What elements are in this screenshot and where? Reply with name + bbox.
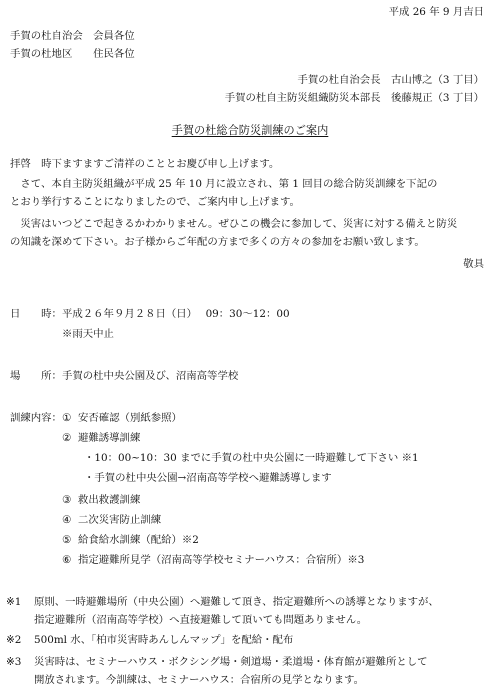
note-1-line-1: 原則、一時避難場所（中央公園）へ避難して頂き、指定避難所への誘導となりますが、 bbox=[34, 596, 439, 608]
note-3-line-1: 災害時は、セミナーハウス・ボクシング場・剣道場・柔道場・体育館が避難所として bbox=[34, 656, 428, 668]
paragraph-2-line-1: 災害はいつどこで起きるかわかりません。ぜひこの機会に参加して、災害に対する備えと防災 bbox=[10, 218, 458, 230]
training-item bbox=[62, 432, 140, 445]
item-text: 救出救護訓練 bbox=[78, 494, 141, 506]
evacuation-sub-item-2: ・手賀の杜中央公園→沼南高等学校へ避難誘導します bbox=[84, 472, 332, 484]
note-1-line-2: 指定避難所（沼南高等学校）へ直接避難して頂いても問題ありません。 bbox=[34, 614, 368, 626]
datetime-label: 日 時： bbox=[10, 308, 62, 320]
training-item bbox=[62, 514, 161, 527]
item-number: ④ bbox=[62, 514, 72, 526]
item-text: 避難誘導訓練 bbox=[78, 432, 141, 444]
rain-note: ※雨天中止 bbox=[62, 328, 114, 340]
item-number: ③ bbox=[62, 494, 72, 506]
paragraph-2-line-2: の知識を深めて下さい。お子様からご年配の方まで多くの方々の参加をお願い致します。 bbox=[10, 236, 425, 248]
evacuation-sub-item-1: ・10：00~10：30 までに手賀の杜中央公園に一時避難して下さい ※1 bbox=[84, 452, 419, 464]
item-text: 指定避難所見学（沼南高等学校セミナーハウス：合宿所）※3 bbox=[78, 554, 365, 566]
greeting: 拝啓 時下ますますご清祥のこととお慶び申し上げます。 bbox=[10, 158, 280, 170]
paragraph-1-line-2: とおり挙行することになりましたので、ご案内申し上げます。 bbox=[10, 196, 300, 208]
note-mark: ※2 bbox=[6, 634, 22, 646]
paragraph-1-line-1: さて、本自主防災組織が平成 25 年 10 月に設立され、第 1 回目の総合防災訓練を下記の bbox=[10, 178, 438, 190]
note-mark: ※3 bbox=[6, 656, 22, 668]
note-mark: ※1 bbox=[6, 596, 22, 608]
training-item bbox=[62, 534, 199, 547]
note-3-line-2: 開放されます。今訓練は、セミナーハウス：合宿所の見学となります。 bbox=[34, 674, 365, 686]
addressee-members: 手賀の杜自治会 会員各位 bbox=[10, 30, 135, 42]
item-text: 安否確認（別紙参照） bbox=[78, 412, 182, 424]
addressee-residents: 手賀の杜地区 住民各位 bbox=[10, 48, 135, 60]
place-value: 手賀の杜中央公園及び、沼南高等学校 bbox=[62, 370, 239, 382]
closing: 敬具 bbox=[463, 258, 484, 270]
document-date: 平成 26 年 9 月吉日 bbox=[388, 6, 484, 18]
content-label: 訓練内容： bbox=[10, 412, 62, 424]
datetime-value: 平成２６年９月２８日（日） 09：30～12：00 bbox=[62, 308, 290, 320]
sender-chairman: 手賀の杜自治会長 古山博之（3 丁目） bbox=[297, 74, 484, 86]
place-label: 場 所： bbox=[10, 370, 62, 382]
item-text: 給食給水訓練（配給）※2 bbox=[78, 534, 199, 546]
page-title: 手賀の杜総合防災訓練のご案内 bbox=[171, 124, 329, 137]
item-number: ① bbox=[62, 412, 72, 424]
training-item bbox=[62, 494, 140, 507]
sender-disaster-head: 手賀の杜自主防災組織防災本部長 後藤規正（3 丁目） bbox=[224, 92, 484, 104]
training-item bbox=[62, 554, 364, 567]
item-number: ⑤ bbox=[62, 534, 72, 546]
item-number: ② bbox=[62, 432, 72, 444]
note-2-line-1: 500ml 水、「柏市災害時あんしんマップ」を配給・配布 bbox=[34, 634, 294, 646]
item-number: ⑥ bbox=[62, 554, 72, 566]
training-item bbox=[62, 412, 182, 425]
item-text: 二次災害防止訓練 bbox=[78, 514, 162, 526]
